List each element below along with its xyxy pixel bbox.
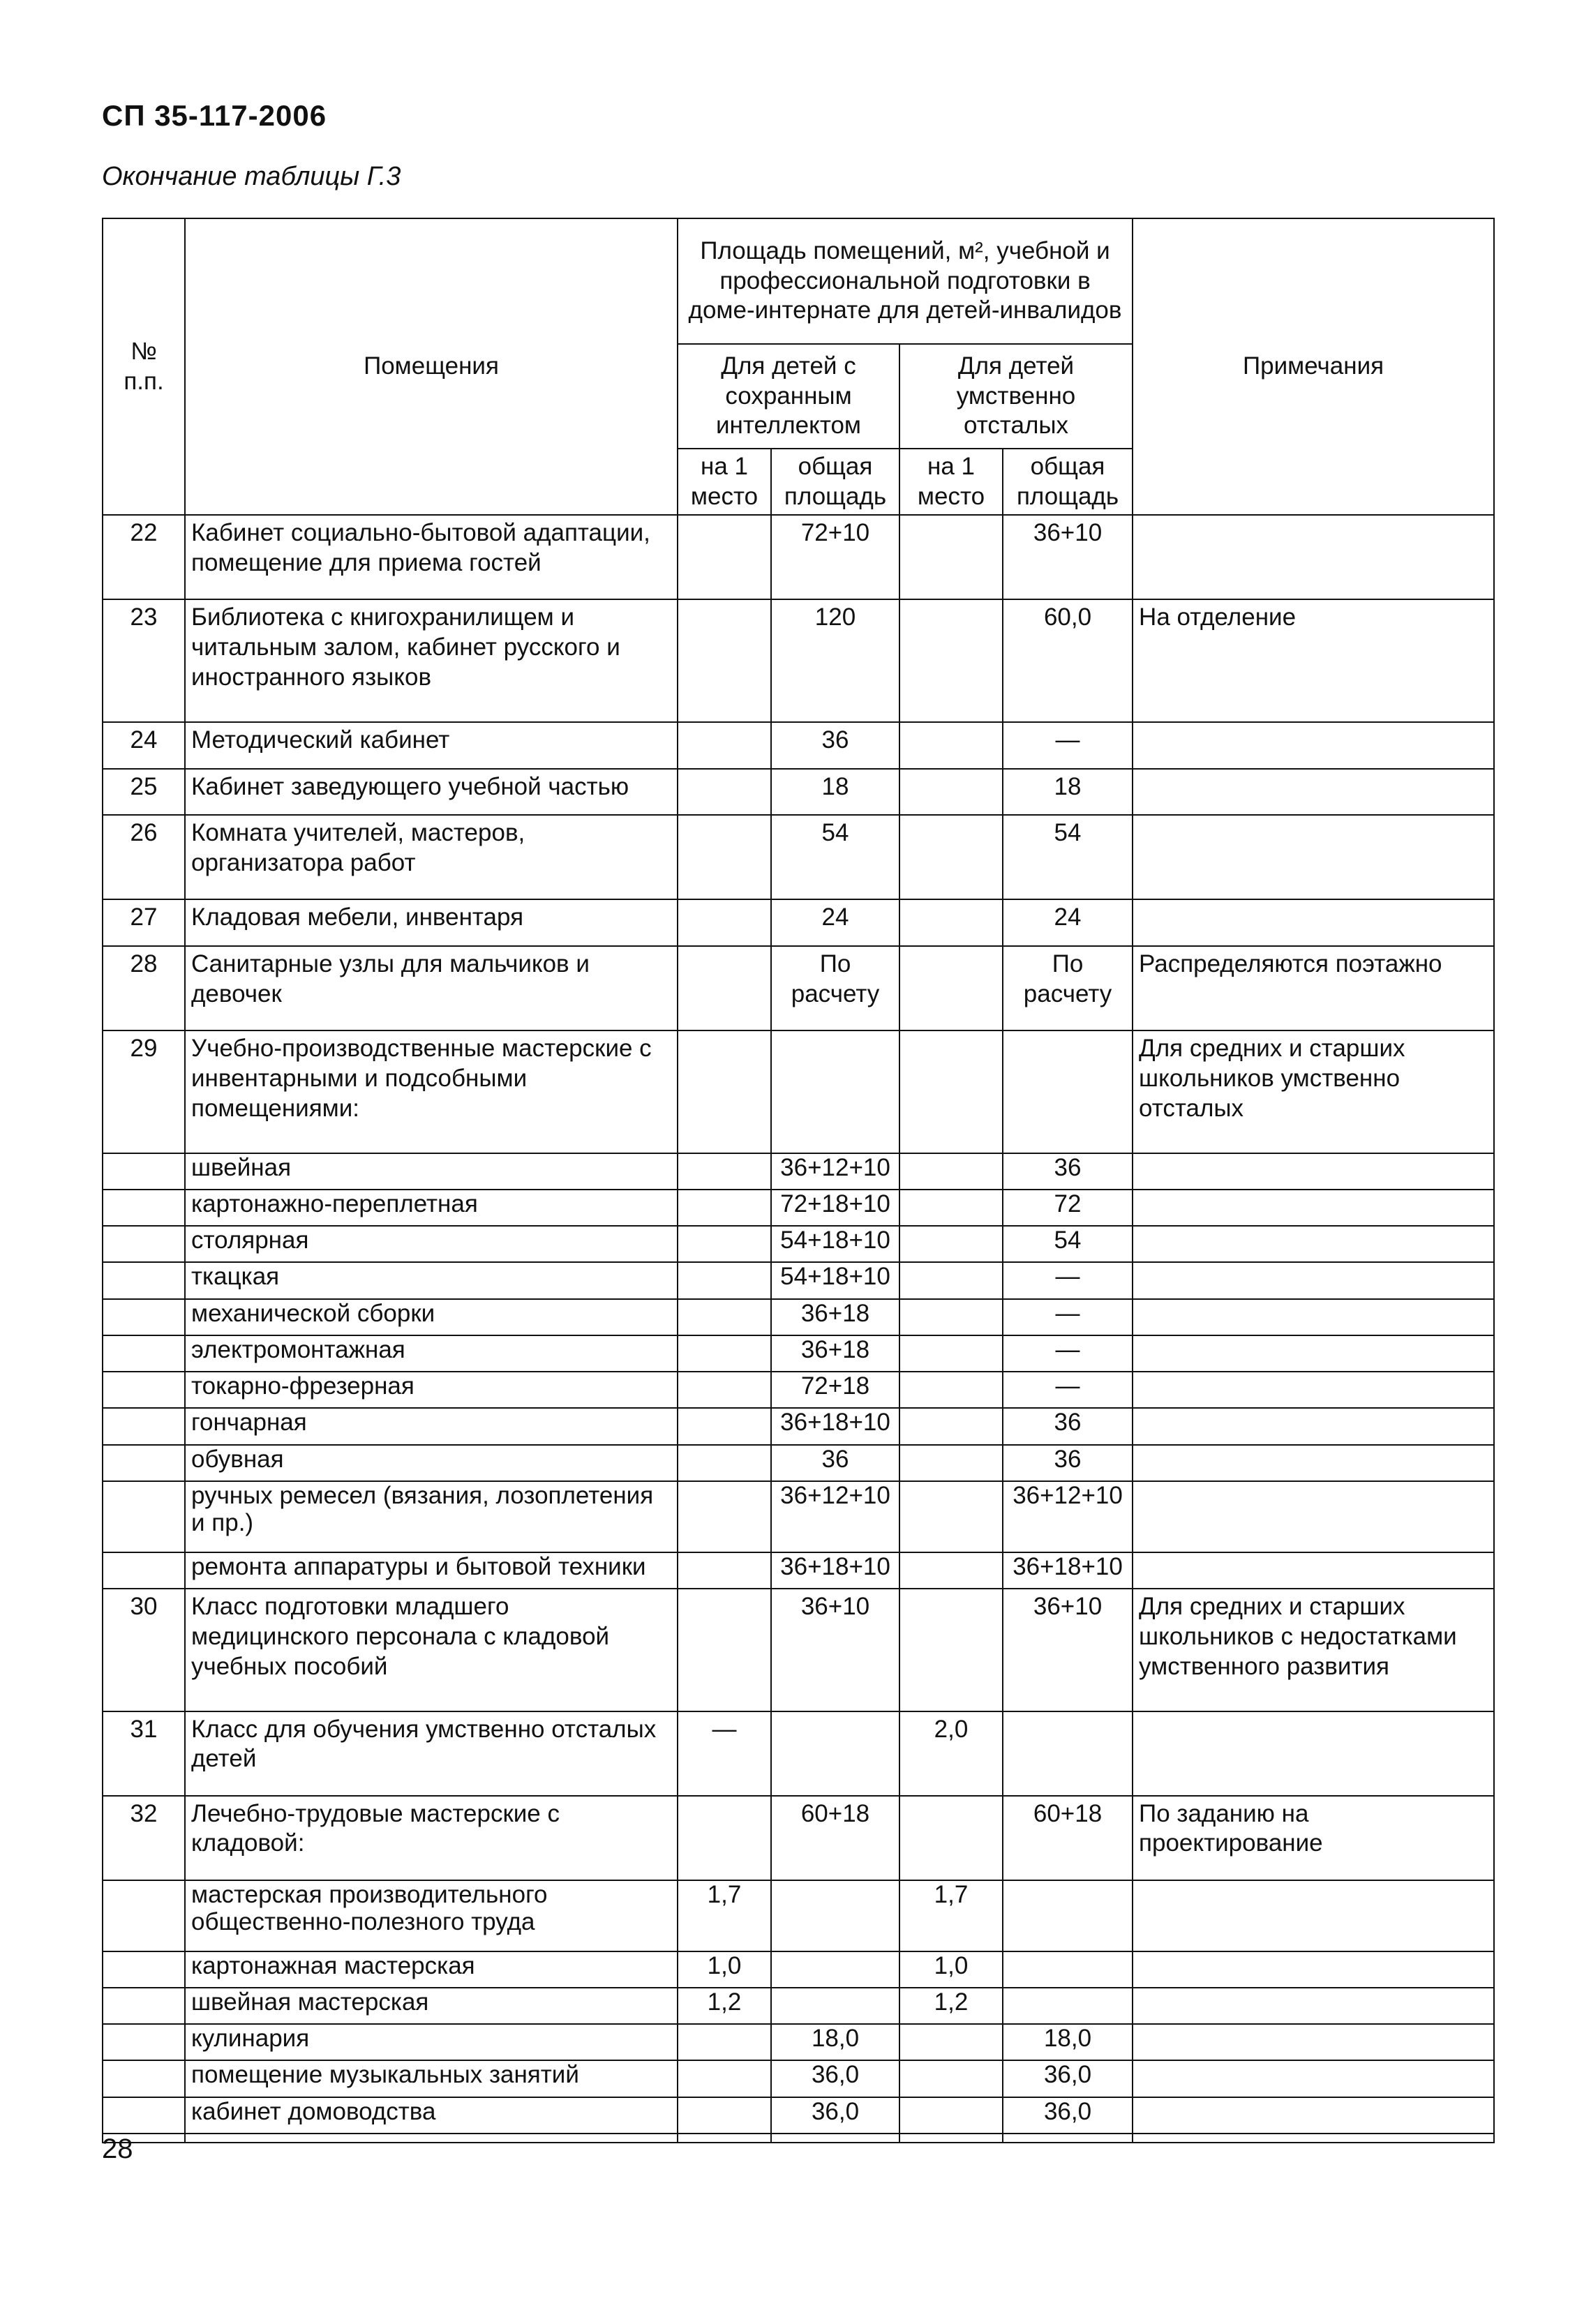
intact-total-area-cell: 60+18 [771, 1796, 899, 1880]
note-cell [1133, 1153, 1494, 1190]
table-row [103, 1988, 1494, 2024]
room-name-cell: кулинария [185, 2024, 678, 2060]
note-cell [1133, 815, 1494, 899]
row-number-cell [103, 1299, 185, 1335]
table-row [103, 899, 1494, 946]
intact-total-area-cell: 36+18+10 [771, 1408, 899, 1444]
retarded-total-area-cell: — [1003, 1299, 1133, 1335]
row-number-cell: 26 [103, 815, 185, 899]
intact-per-place-cell [678, 2060, 771, 2097]
retarded-per-place-cell [899, 1481, 1003, 1552]
table-row [103, 1299, 1494, 1335]
retarded-per-place-cell [899, 1262, 1003, 1298]
row-number-cell: 23 [103, 599, 185, 721]
intact-total-area-cell: 54+18+10 [771, 1226, 899, 1262]
intact-per-place-cell [678, 1481, 771, 1552]
retarded-per-place-cell [899, 2024, 1003, 2060]
table-row [103, 1408, 1494, 1444]
note-cell [1133, 1552, 1494, 1589]
intact-per-place-cell [678, 1408, 771, 1444]
note-cell: По заданию на проектирование [1133, 1796, 1494, 1880]
room-name-cell: Класс подготовки младшего медицинского персонала с кладовой учебных пособий [185, 1589, 678, 1711]
note-cell [1133, 899, 1494, 946]
table-row [103, 815, 1494, 899]
document-code: СП 35-117-2006 [102, 99, 327, 132]
room-name-cell: токарно-фрезерная [185, 1372, 678, 1408]
header-total-area-1: общая площадь [771, 449, 899, 515]
table-row [103, 1589, 1494, 1711]
table-row [103, 1190, 1494, 1226]
table-row [103, 1372, 1494, 1408]
retarded-per-place-cell [899, 1445, 1003, 1481]
retarded-per-place-cell [899, 1589, 1003, 1711]
header-group-intact-intellect: Для детей с сохранным интеллектом [678, 344, 899, 449]
note-cell [1133, 1711, 1494, 1796]
room-name-cell: кабинет домоводства [185, 2097, 678, 2134]
row-number-cell: 30 [103, 1589, 185, 1711]
table-row [103, 1481, 1494, 1552]
intact-total-area-cell: 54+18+10 [771, 1262, 899, 1298]
retarded-per-place-cell: 1,0 [899, 1951, 1003, 1988]
room-name-cell: швейная [185, 1153, 678, 1190]
intact-per-place-cell [678, 1552, 771, 1589]
table-row [103, 1226, 1494, 1262]
row-number-cell [103, 1445, 185, 1481]
room-name-cell: ремонта аппаратуры и бытовой техники [185, 1552, 678, 1589]
note-cell: На отделение [1133, 599, 1494, 721]
table-row [103, 599, 1494, 721]
retarded-total-area-cell: 36,0 [1003, 2060, 1133, 2097]
retarded-per-place-cell [899, 2060, 1003, 2097]
intact-per-place-cell [678, 515, 771, 599]
row-number-cell [103, 1190, 185, 1226]
retarded-per-place-cell [899, 815, 1003, 899]
empty-cell [771, 2134, 899, 2143]
intact-per-place-cell [678, 1190, 771, 1226]
intact-total-area-cell: 18 [771, 769, 899, 816]
note-cell [1133, 1299, 1494, 1335]
intact-total-area-cell: По расчету [771, 946, 899, 1030]
note-cell [1133, 1880, 1494, 1951]
table-row [103, 515, 1494, 599]
room-name-cell: Класс для обучения умственно отсталых детей [185, 1711, 678, 1796]
header-notes: Примечания [1133, 218, 1494, 515]
retarded-per-place-cell [899, 1796, 1003, 1880]
retarded-per-place-cell [899, 1372, 1003, 1408]
intact-per-place-cell [678, 722, 771, 769]
note-cell [1133, 1988, 1494, 2024]
note-cell [1133, 1190, 1494, 1226]
row-number-cell [103, 2060, 185, 2097]
retarded-per-place-cell [899, 1226, 1003, 1262]
intact-per-place-cell [678, 815, 771, 899]
intact-per-place-cell [678, 1445, 771, 1481]
table-continuation-title: Окончание таблицы Г.3 [102, 162, 401, 191]
retarded-total-area-cell: По расчету [1003, 946, 1133, 1030]
row-number-cell: 31 [103, 1711, 185, 1796]
retarded-per-place-cell [899, 1190, 1003, 1226]
retarded-total-area-cell: 36+10 [1003, 1589, 1133, 1711]
retarded-per-place-cell [899, 515, 1003, 599]
header-group-mentally-retarded: Для детей умственно отсталых [899, 344, 1133, 449]
intact-per-place-cell [678, 2024, 771, 2060]
intact-per-place-cell [678, 1335, 771, 1372]
header-total-area-2: общая площадь [1003, 449, 1133, 515]
retarded-per-place-cell [899, 1335, 1003, 1372]
intact-total-area-cell [771, 1030, 899, 1153]
row-number-cell [103, 1988, 185, 2024]
row-number-cell: 27 [103, 899, 185, 946]
table-row [103, 722, 1494, 769]
row-number-cell: 22 [103, 515, 185, 599]
intact-total-area-cell: 36+18 [771, 1299, 899, 1335]
row-number-cell: 28 [103, 946, 185, 1030]
intact-per-place-cell [678, 1153, 771, 1190]
retarded-per-place-cell [899, 1153, 1003, 1190]
room-name-cell: электромонтажная [185, 1335, 678, 1372]
intact-total-area-cell [771, 1711, 899, 1796]
intact-per-place-cell: — [678, 1711, 771, 1796]
header-per-place-2: на 1 место [899, 449, 1003, 515]
row-number-cell [103, 1153, 185, 1190]
page-number: 28 [102, 2134, 133, 2164]
row-number-cell: 25 [103, 769, 185, 816]
table-row [103, 1711, 1494, 1796]
table-row [103, 1796, 1494, 1880]
table-row [103, 2097, 1494, 2134]
table-filler-row [103, 2134, 1494, 2143]
note-cell [1133, 2060, 1494, 2097]
retarded-total-area-cell: 36 [1003, 1153, 1133, 1190]
intact-per-place-cell [678, 946, 771, 1030]
table-row [103, 946, 1494, 1030]
intact-total-area-cell: 72+18 [771, 1372, 899, 1408]
intact-total-area-cell: 36+12+10 [771, 1153, 899, 1190]
room-name-cell: картонажная мастерская [185, 1951, 678, 1988]
intact-per-place-cell [678, 1299, 771, 1335]
empty-cell [1133, 2134, 1494, 2143]
intact-total-area-cell: 36,0 [771, 2060, 899, 2097]
room-name-cell: механической сборки [185, 1299, 678, 1335]
intact-total-area-cell [771, 1951, 899, 1988]
empty-cell [185, 2134, 678, 2143]
retarded-total-area-cell: 60,0 [1003, 599, 1133, 721]
table-row [103, 1880, 1494, 1951]
room-name-cell: Учебно-производственные мастерские с инвентарными и подсобными помещениями: [185, 1030, 678, 1153]
retarded-total-area-cell: 36+10 [1003, 515, 1133, 599]
intact-per-place-cell [678, 1030, 771, 1153]
intact-per-place-cell [678, 1796, 771, 1880]
intact-per-place-cell [678, 1226, 771, 1262]
room-name-cell: столярная [185, 1226, 678, 1262]
note-cell [1133, 769, 1494, 816]
note-cell [1133, 1445, 1494, 1481]
retarded-per-place-cell [899, 899, 1003, 946]
retarded-per-place-cell [899, 769, 1003, 816]
intact-total-area-cell [771, 1880, 899, 1951]
note-cell [1133, 1226, 1494, 1262]
row-number-cell [103, 1880, 185, 1951]
note-cell: Распределяются поэтажно [1133, 946, 1494, 1030]
table-row [103, 1335, 1494, 1372]
retarded-per-place-cell [899, 1552, 1003, 1589]
row-number-cell [103, 1481, 185, 1552]
note-cell [1133, 1408, 1494, 1444]
empty-cell [1003, 2134, 1133, 2143]
header-number: № п.п. [103, 218, 185, 515]
retarded-per-place-cell [899, 1299, 1003, 1335]
retarded-per-place-cell: 2,0 [899, 1711, 1003, 1796]
room-name-cell: Кабинет социально-бытовой адаптации, помещение для приема гостей [185, 515, 678, 599]
note-cell [1133, 2024, 1494, 2060]
row-number-cell [103, 1262, 185, 1298]
row-number-cell [103, 1372, 185, 1408]
row-number-cell [103, 1552, 185, 1589]
intact-total-area-cell: 36,0 [771, 2097, 899, 2134]
note-cell [1133, 722, 1494, 769]
intact-total-area-cell [771, 1988, 899, 2024]
room-name-cell: Санитарные узлы для мальчиков и девочек [185, 946, 678, 1030]
retarded-per-place-cell [899, 1408, 1003, 1444]
note-cell [1133, 1262, 1494, 1298]
intact-total-area-cell: 36 [771, 1445, 899, 1481]
intact-per-place-cell [678, 899, 771, 946]
row-number-cell [103, 2097, 185, 2134]
intact-per-place-cell: 1,0 [678, 1951, 771, 1988]
room-name-cell: мастерская производительного общественно-полезного труда [185, 1880, 678, 1951]
intact-per-place-cell [678, 2097, 771, 2134]
retarded-per-place-cell [899, 946, 1003, 1030]
row-number-cell [103, 2024, 185, 2060]
table-row [103, 769, 1494, 816]
retarded-total-area-cell [1003, 1880, 1133, 1951]
room-name-cell: ткацкая [185, 1262, 678, 1298]
note-cell [1133, 1951, 1494, 1988]
row-number-cell: 24 [103, 722, 185, 769]
intact-per-place-cell: 1,2 [678, 1988, 771, 2024]
intact-total-area-cell: 18,0 [771, 2024, 899, 2060]
room-name-cell: картонажно-переплетная [185, 1190, 678, 1226]
retarded-total-area-cell: 18,0 [1003, 2024, 1133, 2060]
retarded-per-place-cell: 1,7 [899, 1880, 1003, 1951]
retarded-per-place-cell: 1,2 [899, 1988, 1003, 2024]
table-row [103, 1951, 1494, 1988]
retarded-total-area-cell: 24 [1003, 899, 1133, 946]
retarded-total-area-cell: 18 [1003, 769, 1133, 816]
table-row [103, 2060, 1494, 2097]
retarded-total-area-cell: 72 [1003, 1190, 1133, 1226]
row-number-cell [103, 1226, 185, 1262]
note-cell [1133, 1372, 1494, 1408]
intact-total-area-cell: 36+10 [771, 1589, 899, 1711]
header-area: Площадь помещений, м², учебной и профессиональной подготовки в доме-интернате для детей-инвалидов [678, 218, 1133, 344]
rooms-area-table [102, 218, 1495, 2143]
header-per-place-1: на 1 место [678, 449, 771, 515]
retarded-total-area-cell [1003, 1988, 1133, 2024]
note-cell [1133, 1335, 1494, 1372]
room-name-cell: швейная мастерская [185, 1988, 678, 2024]
intact-per-place-cell: 1,7 [678, 1880, 771, 1951]
retarded-per-place-cell [899, 1030, 1003, 1153]
room-name-cell: Кладовая мебели, инвентаря [185, 899, 678, 946]
intact-total-area-cell: 24 [771, 899, 899, 946]
room-name-cell: Методический кабинет [185, 722, 678, 769]
note-cell: Для средних и старших школьников с недостатками умственного развития [1133, 1589, 1494, 1711]
intact-per-place-cell [678, 769, 771, 816]
intact-total-area-cell: 36 [771, 722, 899, 769]
table-row [103, 1445, 1494, 1481]
table-header [103, 218, 1494, 515]
retarded-total-area-cell [1003, 1030, 1133, 1153]
intact-total-area-cell: 36+18 [771, 1335, 899, 1372]
retarded-total-area-cell: 54 [1003, 1226, 1133, 1262]
intact-total-area-cell: 72+18+10 [771, 1190, 899, 1226]
room-name-cell: ручных ремесел (вязания, лозоплетения и пр.) [185, 1481, 678, 1552]
retarded-per-place-cell [899, 722, 1003, 769]
intact-per-place-cell [678, 599, 771, 721]
intact-total-area-cell: 36+18+10 [771, 1552, 899, 1589]
table-body [103, 515, 1494, 2143]
row-number-cell [103, 1335, 185, 1372]
retarded-total-area-cell: 36 [1003, 1445, 1133, 1481]
header-rooms: Помещения [185, 218, 678, 515]
room-name-cell: Лечебно-трудовые мастерские с кладовой: [185, 1796, 678, 1880]
intact-per-place-cell [678, 1262, 771, 1298]
note-cell [1133, 1481, 1494, 1552]
row-number-cell [103, 1951, 185, 1988]
retarded-total-area-cell: — [1003, 1372, 1133, 1408]
empty-cell [678, 2134, 771, 2143]
intact-total-area-cell: 36+12+10 [771, 1481, 899, 1552]
table-row [103, 1030, 1494, 1153]
note-cell [1133, 2097, 1494, 2134]
retarded-per-place-cell [899, 2097, 1003, 2134]
intact-per-place-cell [678, 1589, 771, 1711]
table-row [103, 1552, 1494, 1589]
table-row [103, 2024, 1494, 2060]
note-cell: Для средних и старших школьников умственно отсталых [1133, 1030, 1494, 1153]
intact-total-area-cell: 54 [771, 815, 899, 899]
table-row [103, 1262, 1494, 1298]
note-cell [1133, 515, 1494, 599]
row-number-cell: 32 [103, 1796, 185, 1880]
retarded-total-area-cell: 60+18 [1003, 1796, 1133, 1880]
retarded-total-area-cell: 36,0 [1003, 2097, 1133, 2134]
intact-total-area-cell: 120 [771, 599, 899, 721]
retarded-total-area-cell: — [1003, 1335, 1133, 1372]
room-name-cell: помещение музыкальных занятий [185, 2060, 678, 2097]
room-name-cell: гончарная [185, 1408, 678, 1444]
intact-total-area-cell: 72+10 [771, 515, 899, 599]
empty-cell [899, 2134, 1003, 2143]
retarded-total-area-cell: 36 [1003, 1408, 1133, 1444]
room-name-cell: Комната учителей, мастеров, организатора работ [185, 815, 678, 899]
retarded-total-area-cell: 36+12+10 [1003, 1481, 1133, 1552]
intact-per-place-cell [678, 1372, 771, 1408]
retarded-total-area-cell: — [1003, 722, 1133, 769]
table-row [103, 1153, 1494, 1190]
retarded-total-area-cell [1003, 1711, 1133, 1796]
room-name-cell: обувная [185, 1445, 678, 1481]
retarded-total-area-cell: 54 [1003, 815, 1133, 899]
retarded-total-area-cell: 36+18+10 [1003, 1552, 1133, 1589]
row-number-cell [103, 1408, 185, 1444]
row-number-cell: 29 [103, 1030, 185, 1153]
room-name-cell: Кабинет заведующего учебной частью [185, 769, 678, 816]
room-name-cell: Библиотека с книгохранилищем и читальным залом, кабинет русского и иностранного языков [185, 599, 678, 721]
retarded-per-place-cell [899, 599, 1003, 721]
retarded-total-area-cell [1003, 1951, 1133, 1988]
retarded-total-area-cell: — [1003, 1262, 1133, 1298]
